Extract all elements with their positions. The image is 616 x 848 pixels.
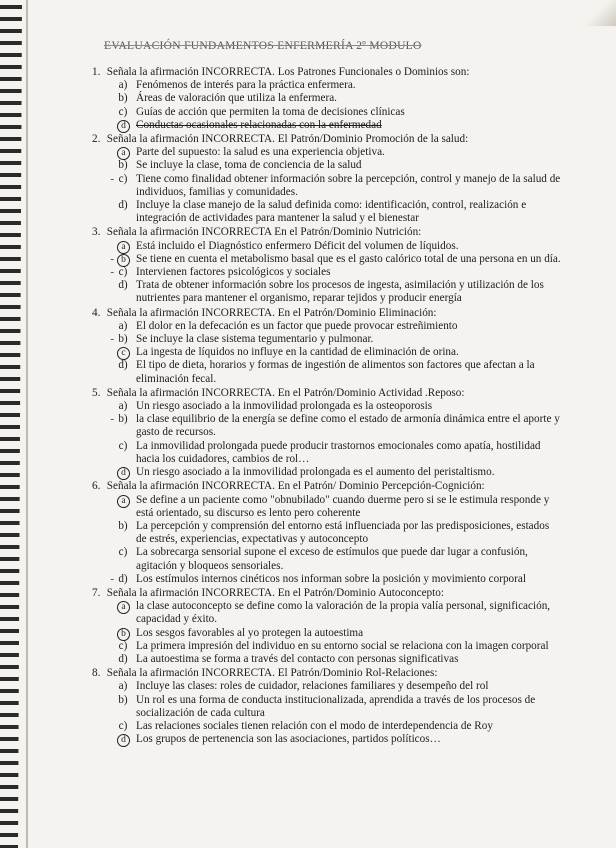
option-text: la clase autoconcepto se define como la valoración de la propia valía personal, significación, capacidad y éxito. bbox=[136, 600, 551, 626]
option-list bbox=[92, 240, 562, 306]
option-letter: c) bbox=[118, 439, 128, 452]
question-2 bbox=[92, 133, 562, 225]
option-letter: c) bbox=[118, 266, 128, 279]
option-text: Incluye la clase manejo de la salud definida como: identificación, control, realización e integración de actividades para mantener la salud y el bienestar bbox=[136, 199, 527, 225]
circled-option-letter: b bbox=[117, 254, 130, 267]
exam-page bbox=[92, 40, 562, 747]
option-b[interactable] bbox=[92, 413, 562, 439]
question-4 bbox=[92, 307, 562, 386]
question-stem bbox=[92, 587, 562, 600]
option-list bbox=[92, 494, 562, 586]
option-a[interactable] bbox=[92, 320, 562, 333]
option-text: Está incluido el Diagnóstico enfermero Déficit del volumen de líquidos. bbox=[136, 239, 459, 252]
option-letter: b) bbox=[118, 159, 128, 172]
option-c[interactable] bbox=[92, 106, 562, 119]
question-3 bbox=[92, 226, 562, 305]
option-list bbox=[92, 400, 562, 479]
option-text: Fenómenos de interés para la práctica enfermera. bbox=[136, 79, 356, 92]
option-letter: a) bbox=[118, 79, 128, 92]
option-letter: d) bbox=[118, 359, 128, 372]
question-stem bbox=[92, 66, 562, 79]
circled-option-letter: b bbox=[117, 628, 130, 641]
option-text: La autoestima se forma a través del contacto con personas significativas bbox=[136, 652, 459, 665]
option-b[interactable] bbox=[92, 92, 562, 105]
option-d[interactable] bbox=[92, 466, 562, 479]
option-c[interactable] bbox=[92, 440, 562, 466]
option-text: La inmovilidad prolongada puede producir trastornos emocionales como apatía, hostilidad hacia los cuidadores, cambios de rol… bbox=[136, 439, 541, 465]
question-stem bbox=[92, 387, 562, 400]
question-text: Señala la afirmación INCORRECTA. Los Patrones Funcionales o Dominios son: bbox=[104, 66, 470, 78]
pen-mark: - bbox=[110, 266, 114, 279]
page-corner bbox=[576, 0, 616, 26]
question-number: 5. bbox=[92, 386, 101, 399]
option-text: Se tiene en cuenta el metabolismo basal que es el gasto calórico total de una persona en un día. bbox=[136, 252, 561, 265]
option-a[interactable] bbox=[92, 146, 562, 159]
option-list bbox=[92, 680, 562, 746]
option-a[interactable] bbox=[92, 600, 562, 626]
circled-option-letter: d bbox=[117, 467, 130, 480]
option-b[interactable] bbox=[92, 694, 562, 720]
question-number: 2. bbox=[92, 133, 101, 146]
pen-mark: - bbox=[110, 333, 114, 346]
question-number: 8. bbox=[92, 667, 101, 680]
option-d[interactable] bbox=[92, 733, 562, 746]
option-c[interactable] bbox=[92, 346, 562, 359]
option-letter: a) bbox=[118, 680, 128, 693]
option-text: La ingesta de líquidos no influye en la cantidad de eliminación de orina. bbox=[136, 346, 459, 359]
question-stem bbox=[92, 307, 562, 320]
option-text: Se incluye la clase, toma de conciencia de la salud bbox=[136, 159, 362, 172]
option-letter: b) bbox=[118, 519, 128, 532]
option-d[interactable] bbox=[92, 359, 562, 385]
option-text: Se incluye la clase sistema tegumentario y pulmonar. bbox=[136, 333, 374, 346]
question-list bbox=[92, 66, 562, 746]
option-text: La percepción y comprensión del entorno está influenciada por las predisposiciones, estados de estrés, experiencias, expectativas y autoconcepto bbox=[136, 519, 550, 546]
pen-mark: - bbox=[110, 252, 114, 265]
option-text: Los estímulos internos cinéticos nos informan sobre la posición y movimiento corporal bbox=[136, 572, 526, 585]
question-text: Señala la afirmación INCORRECTA. En el Patrón/Dominio Eliminación: bbox=[104, 306, 437, 319]
question-number: 7. bbox=[92, 586, 101, 599]
option-c[interactable] bbox=[92, 640, 562, 653]
question-number: 1. bbox=[92, 66, 101, 78]
option-letter: b) bbox=[118, 333, 128, 346]
question-text: Señala la afirmación INCORRECTA. El Patrón/Dominio Promoción de la salud: bbox=[104, 133, 469, 146]
option-text: Un rol es una forma de conducta institucionalizada, aprendida a través de los procesos de socialización de cada cultura bbox=[136, 693, 536, 719]
question-8 bbox=[92, 667, 562, 746]
question-text: Señala la afirmación INCORRECTA. En el Patrón/ Dominio Percepción-Cognición: bbox=[104, 480, 485, 493]
question-text: Señala la afirmación INCORRECTA En el Patrón/Dominio Nutrición: bbox=[104, 226, 422, 239]
circled-option-letter: a bbox=[117, 241, 130, 254]
option-letter: a) bbox=[118, 400, 128, 413]
option-letter: d) bbox=[118, 279, 128, 292]
option-text: La sobrecarga sensorial supone el exceso de estímulos que puede dar lugar a confusión, agitación y bloqueos sensoriales. bbox=[136, 546, 528, 572]
option-d[interactable] bbox=[92, 653, 562, 666]
option-list bbox=[92, 146, 562, 225]
option-a[interactable] bbox=[92, 400, 562, 413]
option-text: Incluye las clases: roles de cuidador, relaciones familiares y desempeño del rol bbox=[136, 680, 489, 693]
circled-option-letter: a bbox=[117, 601, 130, 614]
question-6 bbox=[92, 480, 562, 586]
option-a[interactable] bbox=[92, 240, 562, 253]
option-letter: c) bbox=[118, 719, 128, 732]
option-letter: b) bbox=[118, 693, 128, 706]
pen-mark: - bbox=[110, 572, 114, 585]
option-a[interactable] bbox=[92, 680, 562, 693]
circled-option-letter: c bbox=[117, 347, 130, 360]
question-number: 6. bbox=[92, 480, 101, 493]
circled-option-letter: d bbox=[117, 734, 130, 747]
circled-option-letter: a bbox=[117, 495, 130, 508]
option-letter: d) bbox=[118, 572, 128, 585]
question-stem bbox=[92, 667, 562, 680]
option-text: Las relaciones sociales tienen relación con el modo de interdependencia de Roy bbox=[136, 719, 493, 732]
option-letter: c) bbox=[118, 172, 128, 185]
question-7 bbox=[92, 587, 562, 666]
option-text: Un riesgo asociado a la inmovilidad prolongada es el aumento del peristaltismo. bbox=[136, 466, 495, 479]
option-b[interactable] bbox=[92, 520, 562, 546]
option-d[interactable] bbox=[92, 573, 562, 586]
option-text: Trata de obtener información sobre los procesos de ingesta, asimilación y utilización de los nutrientes para mantener el organismo, reparar tejidos y producir energía bbox=[136, 279, 544, 305]
option-c[interactable] bbox=[92, 720, 562, 733]
question-text: Señala la afirmación INCORRECTA. En el Patrón/Dominio Autoconcepto: bbox=[104, 586, 444, 599]
question-5 bbox=[92, 387, 562, 479]
option-letter: a) bbox=[118, 319, 128, 332]
option-letter: d) bbox=[118, 199, 128, 212]
question-text: Señala la afirmación INCORRECTA. En el Patrón/Dominio Actividad .Reposo: bbox=[104, 386, 465, 399]
option-text: la clase equilibrio de la energía se define como el estado de armonía dinámica entre el aporte y gasto de recursos. bbox=[136, 413, 560, 439]
option-c[interactable] bbox=[92, 266, 562, 279]
pen-mark: - bbox=[110, 172, 114, 185]
option-letter: b) bbox=[118, 413, 128, 426]
option-c[interactable] bbox=[92, 546, 562, 572]
option-d[interactable] bbox=[92, 199, 562, 225]
option-text: Áreas de valoración que utiliza la enfermera. bbox=[136, 92, 337, 105]
spiral-binding-holes bbox=[0, 0, 28, 848]
circled-option-letter: a bbox=[117, 147, 130, 160]
option-letter: c) bbox=[118, 639, 128, 652]
option-text: Se define a un paciente como "obnubilado" cuando duerme pero si se le estimula responde y está orientado, su discurso es lento pero coherente bbox=[136, 493, 550, 519]
option-list bbox=[92, 320, 562, 386]
option-text: Intervienen factores psicológicos y sociales bbox=[136, 266, 331, 279]
question-text: Señala la afirmación INCORRECTA. El Patrón/Dominio Rol-Relaciones: bbox=[104, 667, 438, 680]
option-a[interactable] bbox=[92, 494, 562, 520]
option-letter: b) bbox=[118, 92, 128, 105]
option-text: Tiene como finalidad obtener información sobre la percepción, control y manejo de la salud de individuos, familias y comunidades. bbox=[136, 172, 561, 198]
option-text: Los sesgos favorables al yo protegen la autoestima bbox=[136, 626, 364, 639]
question-stem bbox=[92, 226, 562, 239]
option-list bbox=[92, 79, 562, 132]
option-text: Conductas ocasionales relacionadas con la enfermedad bbox=[136, 118, 382, 131]
option-text: Parte del supuesto: la salud es una experiencia objetiva. bbox=[136, 146, 385, 159]
option-letter: d) bbox=[118, 652, 128, 665]
pen-mark: - bbox=[110, 413, 114, 426]
question-stem bbox=[92, 133, 562, 146]
option-text: Los grupos de pertenencia son las asociaciones, partidos políticos… bbox=[136, 733, 441, 746]
option-text: La primera impresión del individuo en su entorno social se relaciona con la imagen corporal bbox=[136, 639, 549, 652]
option-d[interactable] bbox=[92, 119, 562, 132]
document-title: EVALUACIÓN FUNDAMENTOS ENFERMERÍA 2º MODULO bbox=[104, 40, 422, 52]
option-text: Un riesgo asociado a la inmovilidad prolongada es la osteoporosis bbox=[136, 400, 433, 413]
page-binding-edge bbox=[26, 0, 28, 848]
option-b[interactable] bbox=[92, 253, 562, 266]
option-text: El tipo de dieta, horarios y formas de ingestión de alimentos son factores que afectan a la eliminación fecal. bbox=[136, 359, 535, 385]
option-b[interactable] bbox=[92, 159, 562, 172]
option-text: Guías de acción que permiten la toma de decisiones clínicas bbox=[136, 105, 405, 118]
option-letter: c) bbox=[118, 546, 128, 559]
option-b[interactable] bbox=[92, 333, 562, 346]
option-d[interactable] bbox=[92, 279, 562, 305]
option-b[interactable] bbox=[92, 627, 562, 640]
question-stem bbox=[92, 480, 562, 493]
option-list bbox=[92, 600, 562, 666]
option-text: El dolor en la defecación es un factor que puede provocar estreñimiento bbox=[136, 319, 458, 332]
question-1 bbox=[92, 66, 562, 132]
option-letter: c) bbox=[118, 105, 128, 118]
question-number: 4. bbox=[92, 306, 101, 319]
circled-option-letter: d bbox=[117, 120, 130, 133]
question-number: 3. bbox=[92, 226, 101, 239]
option-a[interactable] bbox=[92, 79, 562, 92]
option-c[interactable] bbox=[92, 173, 562, 199]
